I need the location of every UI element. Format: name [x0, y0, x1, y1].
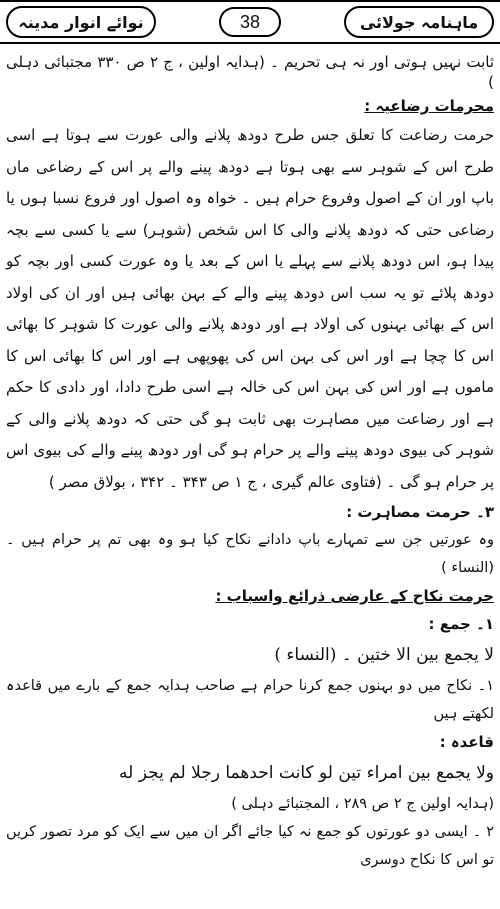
closing-line: ۲ ۔ ایسی دو عورتوں کو جمع نہ کیا جائے اگر ان میں سے ایک کو مرد تصور کریں تو اس کا نکاح دوسری: [6, 824, 494, 868]
arabic-verse: لا یجمع بین الا ختین ۔ (النساء ): [274, 645, 494, 665]
hidaya-rule-line: ۱۔ نکاح میں دو بہنوں جمع کرنا حرام ہے صاحب ہدایہ جمع کے بارے میں قاعدہ لکھتے ہیں: [6, 678, 494, 722]
paragraph-musahirat: وہ عورتیں جن سے تمہارے باپ دادانے نکاح کیا ہو وہ بھی تم پر حرام ہیں ۔ (النساء ): [6, 532, 494, 576]
subheading-jama: ۱۔ جمع :: [428, 615, 494, 633]
arabic-qaida: ولا یجمع بین امراء تین لو کانت احدھما رجلا لم یجز له: [119, 763, 494, 783]
page-number: 38: [219, 7, 281, 37]
section-heading-musahirat: ۳۔ حرمت مصاہرت :: [346, 503, 494, 521]
opening-line: ثابت نہیں ہوتی اور نہ ہی تحریم ۔ (ہدایہ اولین ، ج ۲ ص ۳۳۰ مجتبائی دہلی ): [6, 53, 495, 91]
page-header: [0, 0, 500, 44]
magazine-name-badge: نوائے انوار مدینہ: [6, 6, 156, 38]
paragraph-radaa: حرمت رضاعت کا تعلق جس طرح دودھ پلانے والی عورت سے ہوتا ہے اسی طرح اس کے شوہر سے بھی ہوتا ہے دودھ پینے والے پر اس کے رضاعی ماں باپ اور ان کے اصول وفروع حرام ہیں ۔ خواہ وہ اصول اور فروع نسبا ہوں یا رضاعی حتی کہ دودھ پلانے والی کا اس شخص (شوہر) سے یا کسی سے بچہ پیدا ہو، اس دودھ پلانے سے پہلے یا اس کے بعد یا وہ عورت کسی اور بچہ کو دودھ پلائے تو یہ سب اس دودھ پینے والے کے بہن بھائی ہیں اور ان کی اولاد اس کے بھائی بہنوں کی اولاد ہے اور دودھ پلانے والی عورت کا شوہر کا بھائی اس کا چچا ہے اور اس کی بہن اس کی پھوپھی ہے اور اس کا بھائی اس کا ماموں ہے اور اس کی بہن اس کی خالہ ہے اسی طرح دادا، اور دادی کا حکم ہے اور رضاعت میں مصاہرت بھی ثابت ہو گی حتی کہ دودھ پلانے والی کے شوہر کی بیوی دودھ پینے والے پر حرام ہو گی اور دودھ پینے والے کی بیوی اس پر حرام ہو گی ۔ (فتاوی عالم گیری ، ج ۱ ص ۳۴۳ ۔ ۳۴۲ ، بولاق مصر ): [6, 126, 494, 491]
section-heading-radaa: [6, 92, 494, 120]
issue-month-badge: ماہنامہ جولائی: [344, 6, 494, 38]
section-heading-asbab-text: حرمت نکاح کے عارضی ذرائع واسباب :: [215, 587, 494, 605]
section-heading-radaa-text: محرمات رضاعیہ :: [364, 97, 494, 115]
article-body: [6, 52, 494, 907]
citation-line: (ہدایہ اولین ج ۲ ص ۲۸۹ ، المجتبائے دہلی ): [231, 796, 494, 812]
subheading-qaida: قاعدہ :: [439, 733, 494, 751]
section-heading-asbab: [6, 582, 494, 610]
